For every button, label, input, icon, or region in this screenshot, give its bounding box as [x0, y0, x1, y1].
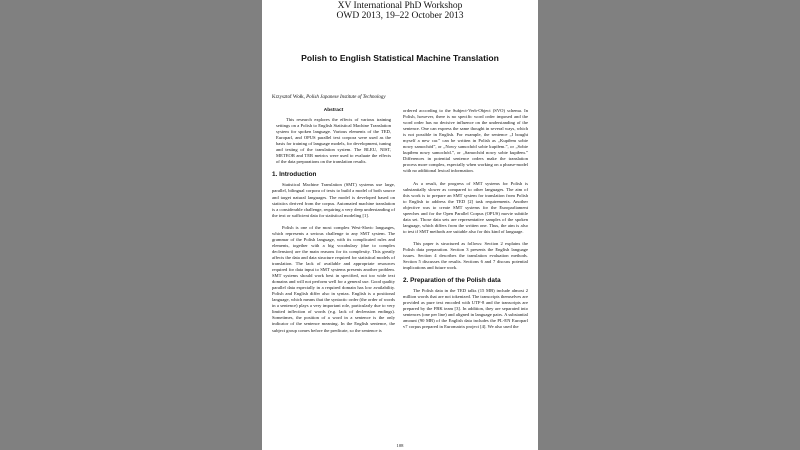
header-line-1: XV International PhD Workshop	[337, 1, 463, 11]
intro-paragraph-3: ordered according to the Subject-Verb-Object (SVO) schema. In Polish, however, there is no specific word order imposed and the word order has no decisive influence on the understanding of the sentence. One can express the same thought in several ways, which is not possible in English. For example, the sentence „I bought myself a new car.” can be written in Polish as „Kupiłem sobie nowy samochód”, or „Nowy samochód sobie kupiłem.”, or „Sobie kupiłem nowy samochód.”, or „Samochód nowy sobie kupiłem.” Differences in potential sentence orders make the translation process more complex, especially when working on a phrase-model with no additional lexical information.	[403, 108, 528, 174]
intro-paragraph-1: Statistical Machine Translation (SMT) systems use large, parallel, bilingual corpora of texts to build a model of both source and target natural languages. The model is developed based on statistics derived from the corpus. Automated machine translation is a considerable challenge, requiring a very deep understanding of the text or sufficient data for statistical modeling [1].	[272, 182, 395, 218]
right-column	[403, 108, 528, 337]
workshop-header	[262, 1, 538, 21]
abstract-body: This research explores the effects of various training settings on a Polish to English Statistical Machine Translation system for spoken language. Various elements of the TED, Europarl, and OPUS parallel text corpora were used as the basis for training of language models, for development, tuning and testing of the translation system. The BLEU, NIST, METEOR and TER metrics were used to evaluate the effects of the data preparations on the translation results.	[276, 117, 391, 165]
header-line-2: OWD 2013, 19–22 October 2013	[336, 11, 464, 21]
paper-page	[262, 0, 538, 450]
section-2-heading: 2. Preparation of the Polish data	[403, 277, 501, 285]
author-name: Krzysztof Wołk,	[272, 95, 305, 100]
page-number: 108	[396, 443, 404, 448]
author-affiliation: Polish Japanese Institute of Technology	[306, 95, 386, 100]
paper-title: Polish to English Statistical Machine Translation	[301, 53, 499, 63]
intro-paragraph-2: Polish is one of the most complex West-Slavic languages, which represents a serious challenge to any SMT system. The grammar of the Polish language, with its complicated rules and elements, together with a big vocabulary (due to complex declension) are the main reasons for its complexity. This greatly affects the data and data structure required for statistical models of translation. The lack of available and appropriate resources required for data input to SMT systems presents another problem. SMT systems should work best in specified, not too wide text domains and will not perform well for a general use. Good quality parallel data especially in a required domain has low availability. Polish and English differ also in syntax. English is a positional language, which means that the syntactic order (the order of words in a sentence) plays a very important role, particularly due to very limited inflection of words (e.g. lack of declension endings). Sometimes, the position of a word in a sentence is the only indicator of the sentence meaning. In the English sentence, the subject group comes before the predicate, so the sentence is	[272, 224, 395, 333]
author-line	[272, 95, 386, 100]
section-1-heading: 1. Introduction	[272, 171, 317, 179]
left-column	[272, 108, 395, 340]
intro-paragraph-4: As a result, the progress of SMT systems for Polish is substantially slower as compared to other languages. The aim of this work is to prepare an SMT system for translation from Polish to English to address the TED [2] task requirements. Another objective was to create SMT systems for the Europarliament speeches and for the Open Parallel Corpus (OPUS) movie subtitle data set. Those data sets are representative samples of the spoken language, which differs from the written one. Thus, the aim is also to test if SMT methods are suitable also for this kind of language.	[403, 180, 528, 234]
intro-paragraph-5: This paper is structured as follows: Section 2 explains the Polish data preparation. Section 3 presents the English language issues. Section 4 describes the translation evaluation methods. Section 5 discusses the results. Sections 6 and 7 discuss potential implications and future work.	[403, 240, 528, 271]
section-2-paragraph-1: The Polish data in the TED talks (15 MB) include almost 2 million words that are not tokenized. The transcripts themselves are provided as pure text encoded with UTF-8 and the transcripts are prepared by the FBK team [3]. In addition, they are separated into sentences (one per line) and aligned in language pairs. A substantial amount (90 MB) of the English data includes the PL-EN Europarl v7 corpus prepared in Euromatrix project [4]. We also used the	[403, 288, 528, 330]
abstract-heading: Abstract	[323, 108, 344, 113]
